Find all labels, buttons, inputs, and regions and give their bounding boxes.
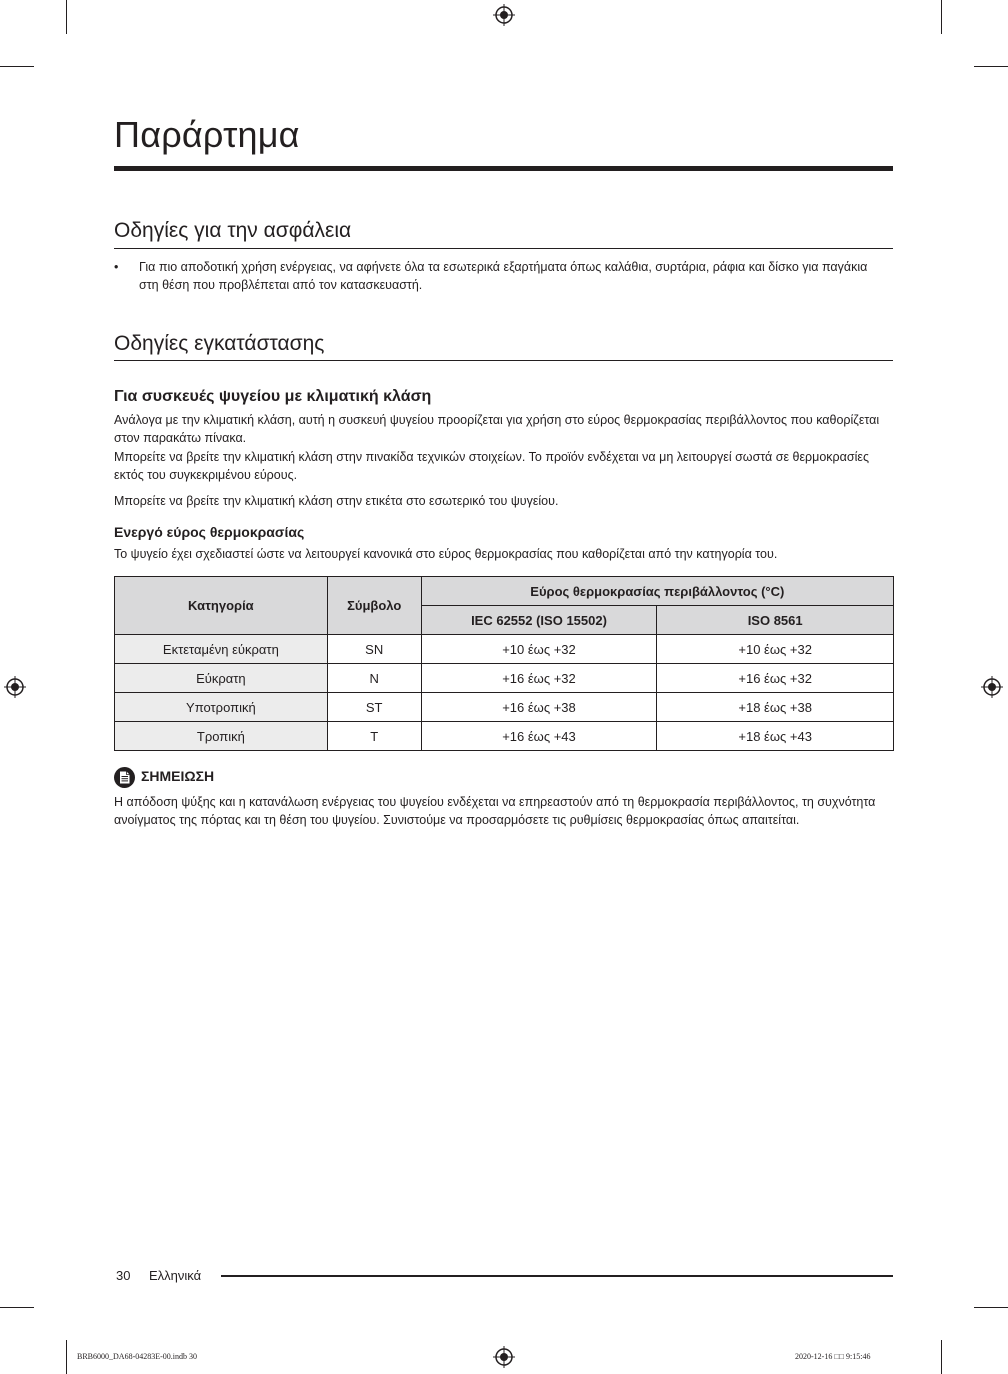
cell-iso: +16 έως +32 [657,664,894,693]
footer-language: Ελληνικά [149,1268,202,1283]
safety-bullet [114,258,874,294]
cell-symbol: ST [327,693,421,722]
header-category: Κατηγορία [115,577,328,635]
registration-mark-icon [493,4,515,26]
footer-divider [221,1275,893,1277]
print-slug-date: 2020-12-16 □□ 9:15:46 [795,1352,871,1361]
header-symbol: Σύμβολο [327,577,421,635]
crop-mark [974,1307,1008,1308]
title-divider [114,166,893,171]
climate-class-subheading: Για συσκευές ψυγείου με κλιματική κλάση [114,388,432,405]
cell-iso: +10 έως +32 [657,635,894,664]
cell-category: Υποτροπική [115,693,328,722]
cell-iec: +10 έως +32 [421,635,657,664]
cell-symbol: T [327,722,421,751]
print-slug-file: BRB6000_DA68-04283E-00.indb 30 [77,1352,197,1361]
climate-class-paragraph: Ανάλογα με την κλιματική κλάση, αυτή η συσκευή ψυγείου προορίζεται για χρήση στο εύρος θερμοκρασίας περιβάλλοντος που καθορίζεται στον παρακάτω πίνακα. [114,413,880,445]
page-title: Παράρτημα [114,114,300,155]
table-row [115,635,894,664]
crop-mark [941,1340,942,1374]
cell-iec: +16 έως +32 [421,664,657,693]
label-location-paragraph: Μπορείτε να βρείτε την κλιματική κλάση στην ετικέτα στο εσωτερικό του ψυγείου. [114,494,559,508]
header-iso: ISO 8561 [657,606,894,635]
section-divider [114,360,893,361]
header-iec: IEC 62552 (ISO 15502) [421,606,657,635]
crop-mark [66,1340,67,1374]
table-row [115,664,894,693]
cell-symbol: N [327,664,421,693]
safety-heading: Οδηγίες για την ασφάλεια [114,219,352,242]
bullet-icon: • [114,260,119,274]
registration-mark-icon [981,676,1003,698]
temperature-range-heading: Ενεργό εύρος θερμοκρασίας [114,524,305,540]
safety-bullet-text: Για πιο αποδοτική χρήση ενέργειας, να αφήνετε όλα τα εσωτερικά εξαρτήματα όπως καλάθια, συρτάρια, ράφια και δίσκο για παγάκια στη θέση που προβλέπεται από τον κατασκευαστή. [139,260,868,292]
rating-plate-paragraph: Μπορείτε να βρείτε την κλιματική κλάση στην πινακίδα τεχνικών στοιχείων. Το προϊόν ενδέχεται να μη λειτουργεί σωστά σε θερμοκρασίες εκτός του συγκεκριμένου εύρους. [114,450,869,482]
crop-mark [0,1307,34,1308]
registration-mark-icon [493,1346,515,1368]
note-label: ΣΗΜΕΙΩΣΗ [141,768,215,784]
header-temperature-range: Εύρος θερμοκρασίας περιβάλλοντος (°C) [421,577,893,606]
table-row [115,722,894,751]
crop-mark [974,66,1008,67]
cell-iso: +18 έως +43 [657,722,894,751]
note-icon [114,767,135,788]
note-text: Η απόδοση ψύξης και η κατανάλωση ενέργειας του ψυγείου ενδέχεται να επηρεαστούν από τη θερμοκρασία περιβάλλοντος, τη συχνότητα ανοίγματος της πόρτας και τη θέση του ψυγείου. Συνιστούμε να προσαρμόσετε τις ρυθμίσεις θερμοκρασίας όπως απαιτείται. [114,795,876,827]
crop-mark [0,66,34,67]
cell-category: Εκτεταμένη εύκρατη [115,635,328,664]
cell-category: Τροπική [115,722,328,751]
registration-mark-icon [4,676,26,698]
cell-iec: +16 έως +38 [421,693,657,722]
cell-symbol: SN [327,635,421,664]
temperature-range-text: Το ψυγείο έχει σχεδιαστεί ώστε να λειτουργεί κανονικά στο εύρος θερμοκρασίας που καθορίζεται από την κατηγορία του. [114,547,778,561]
section-divider [114,248,893,249]
page-number: 30 [116,1268,131,1283]
table-row [115,693,894,722]
crop-mark [941,0,942,34]
crop-mark [66,0,67,34]
cell-iso: +18 έως +38 [657,693,894,722]
cell-category: Εύκρατη [115,664,328,693]
installation-heading: Οδηγίες εγκατάστασης [114,332,325,355]
cell-iec: +16 έως +43 [421,722,657,751]
climate-class-table [114,576,894,751]
